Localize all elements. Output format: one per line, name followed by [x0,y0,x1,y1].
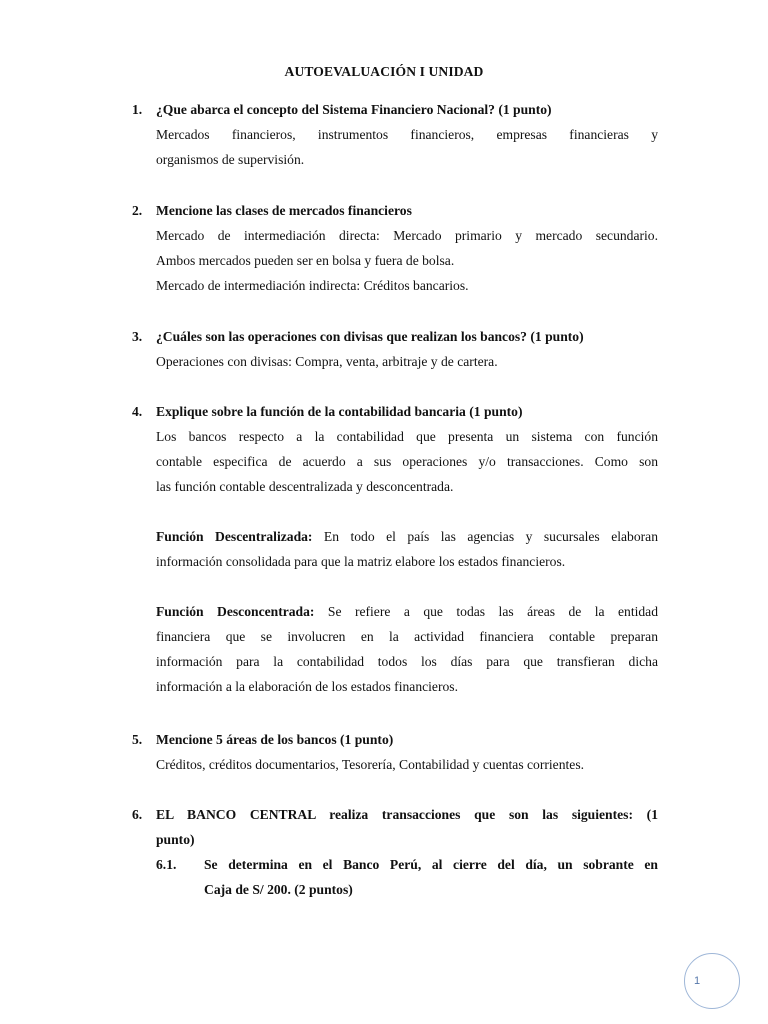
question-2-text: Mencione las clases de mercados financieros [156,203,412,218]
deconcentrated-function-line-4: información a la elaboración de los estados financieros. [156,679,458,694]
deconcentrated-function-line-3: información para la contabilidad todos los días para que transfieran dicha [156,654,658,669]
question-4-answer-line-2: contable especifica de acuerdo a sus operaciones y/o transacciones. Como son [156,454,658,469]
page-title: AUTOEVALUACIÓN I UNIDAD [284,64,484,79]
decentralized-function-label: Función Descentralizada: [156,529,313,544]
question-1-text: ¿Que abarca el concepto del Sistema Financiero Nacional? (1 punto) [156,102,552,117]
page-number-badge [684,953,740,1009]
page-number: 1 [693,975,701,987]
decentralized-function-text-1: En todo el país las agencias y sucursales elaboran [312,529,658,544]
question-5-number: 5. [132,732,143,747]
question-1-number: 1. [132,102,143,117]
decentralized-function-line-1 [156,524,658,549]
question-3-number: 3. [132,329,143,344]
deconcentrated-function-line-1 [156,599,658,624]
question-2-number: 2. [132,203,143,218]
question-6-text-line-1: EL BANCO CENTRAL realiza transacciones que son las siguientes: (1 [156,807,658,822]
question-6-1-text-line-1: Se determina en el Banco Perú, al cierre del día, un sobrante en [204,857,658,872]
question-6-number: 6. [132,807,143,822]
question-5-text: Mencione 5 áreas de los bancos (1 punto) [156,732,394,747]
question-3-text: ¿Cuáles son las operaciones con divisas que realizan los bancos? (1 punto) [156,329,584,344]
question-5-answer-line-1: Créditos, créditos documentarios, Tesorería, Contabilidad y cuentas corrientes. [156,757,585,772]
question-1-answer-line-1: Mercados financieros, instrumentos financieros, empresas financieras y [156,127,658,142]
question-4-answer-line-1: Los bancos respecto a la contabilidad que presenta un sistema con función [156,429,658,444]
question-6-text-line-2: punto) [156,832,195,847]
decentralized-function-line-2: información consolidada para que la matriz elabore los estados financieros. [156,554,566,569]
question-2-answer-line-2: Ambos mercados pueden ser en bolsa y fuera de bolsa. [156,253,455,268]
question-4-answer-line-3: las función contable descentralizada y desconcentrada. [156,479,454,494]
deconcentrated-function-label: Función Desconcentrada: [156,604,315,619]
question-2-answer-line-3: Mercado de intermediación indirecta: Créditos bancarios. [156,278,469,293]
question-4-number: 4. [132,404,143,419]
question-2-answer-line-1: Mercado de intermediación directa: Mercado primario y mercado secundario. [156,228,658,243]
deconcentrated-function-line-2: financiera que se involucren en la actividad financiera contable preparan [156,629,658,644]
question-6-1-number: 6.1. [156,857,177,872]
question-1-answer-line-2: organismos de supervisión. [156,152,305,167]
deconcentrated-function-text-1: Se refiere a que todas las áreas de la entidad [314,604,659,619]
question-3-answer-line-1: Operaciones con divisas: Compra, venta, arbitraje y de cartera. [156,354,498,369]
question-4-text: Explique sobre la función de la contabilidad bancaria (1 punto) [156,404,523,419]
question-6-1-text-line-2: Caja de S/ 200. (2 puntos) [204,882,353,897]
